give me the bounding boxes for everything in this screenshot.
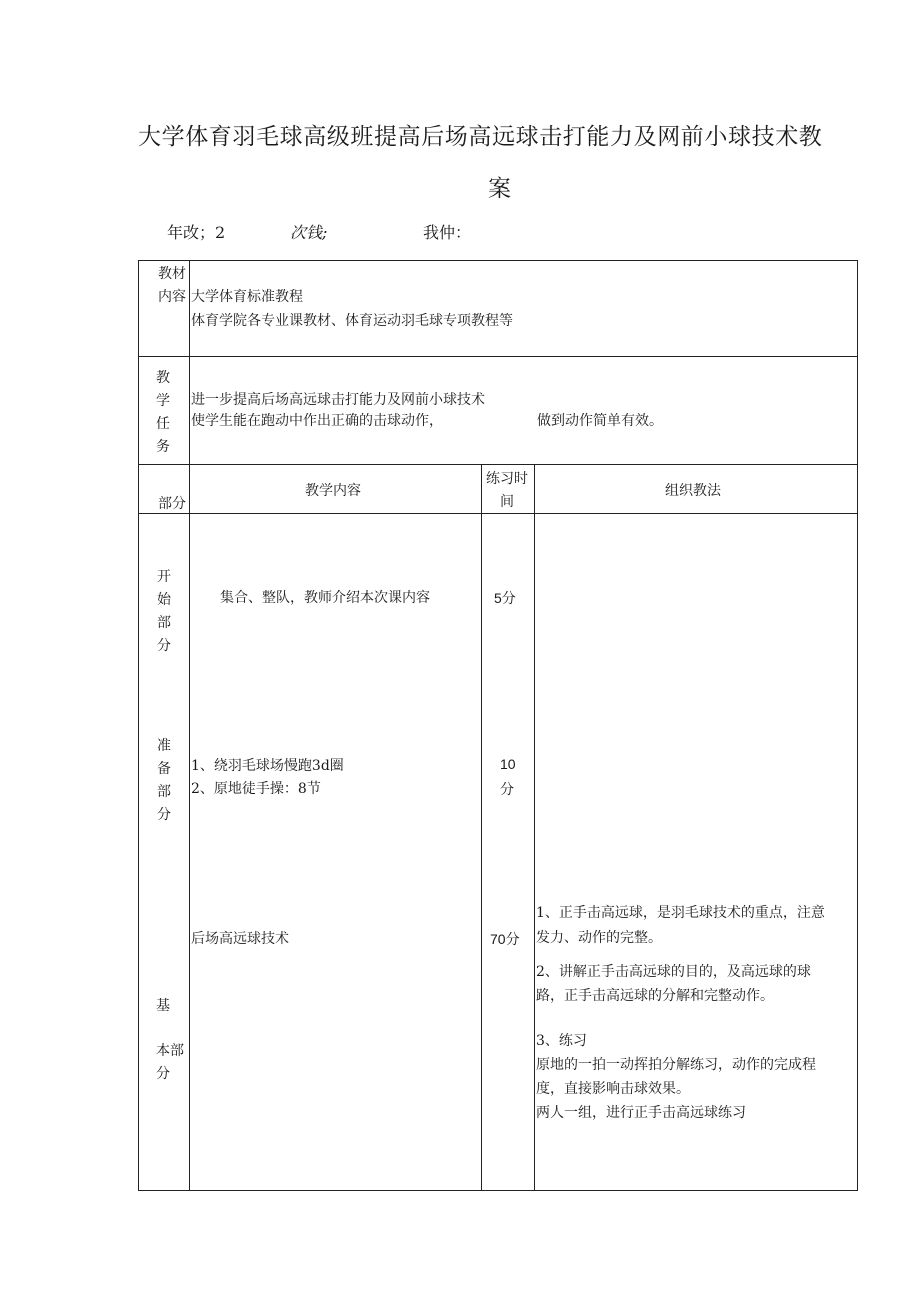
task-label-char: 学	[156, 393, 170, 409]
method-p1-line2: 发力、动作的完整。	[536, 930, 662, 946]
header-time-line1: 练习时	[486, 471, 528, 487]
header-time-line2: 间	[500, 494, 514, 510]
row-divider	[138, 513, 858, 514]
method-p2-line2: 路，正手击高远球的分解和完整动作。	[536, 988, 774, 1004]
table-border-right	[857, 260, 858, 1191]
header-content: 教学内容	[305, 483, 361, 499]
method-p3-line2: 度，直接影响击球效果。	[536, 1081, 690, 1097]
start-label-char: 开	[157, 569, 171, 585]
document-title-line2: 案	[488, 176, 511, 202]
document-title-line1: 大学体育羽毛球高级班提高后场高远球击打能力及网前小球技术教	[138, 124, 823, 150]
prep-time-line2: 分	[500, 782, 514, 798]
row-divider	[138, 356, 858, 357]
column-divider	[481, 464, 482, 1191]
task-label-char: 务	[156, 439, 170, 455]
task-line2b: 做到动作简单有效。	[537, 413, 663, 429]
basic-time: 70分	[490, 931, 520, 947]
start-label-char: 始	[157, 592, 171, 608]
method-p2-line1: 2、讲解正手击高远球的目的，及高远球的球	[536, 964, 811, 980]
task-line2a: 使学生能在跑动中作出正确的击球动作，	[191, 413, 443, 429]
task-label-char: 教	[156, 370, 170, 386]
prep-content-line2: 2、原地徒手操：8节	[191, 781, 321, 797]
grade-field: 年改；2	[167, 223, 226, 242]
basic-label-line2: 本部	[156, 1043, 184, 1059]
prep-label-char: 部	[157, 784, 171, 800]
materials-line2: 体育学院各专业课教材、体育运动羽毛球专项教程等	[191, 313, 513, 329]
method-p3-line3: 两人一组，进行正手击高远球练习	[536, 1105, 746, 1121]
header-part: 部分	[158, 496, 186, 512]
basic-label-line3: 分	[156, 1066, 170, 1082]
task-line1: 进一步提高后场高远球击打能力及网前小球技术	[191, 392, 485, 408]
start-content: 集合、整队，教师介绍本次课内容	[220, 590, 430, 606]
materials-line1: 大学体育标准教程	[191, 289, 303, 305]
start-label-char: 分	[157, 638, 171, 654]
method-p1-line1: 1、正手击高远球，是羽毛球技术的重点，注意	[536, 905, 825, 921]
start-label-char: 部	[157, 615, 171, 631]
prep-label-char: 准	[157, 738, 171, 754]
materials-label-line2: 内容	[158, 289, 186, 305]
method-p3-line1: 原地的一拍一动挥拍分解练习，动作的完成程	[536, 1057, 816, 1073]
method-p3-title: 3、练习	[536, 1033, 587, 1049]
basic-label-line1: 基	[156, 998, 170, 1014]
header-method: 组织教法	[665, 483, 721, 499]
task-label-char: 任	[156, 416, 170, 432]
table-border-top	[138, 260, 858, 261]
prep-time-line1: 10	[500, 756, 516, 772]
session-field: 次钱;	[290, 223, 328, 242]
prep-label-char: 备	[157, 761, 171, 777]
table-border-bottom	[138, 1190, 858, 1191]
start-time: 5分	[494, 590, 516, 606]
teacher-field: 我仲：	[423, 223, 472, 242]
column-divider	[534, 464, 535, 1191]
prep-content-line1: 1、绕羽毛球场慢跑3d圈	[191, 758, 344, 774]
table-border-left	[138, 260, 139, 1191]
materials-label-line1: 教材	[158, 266, 186, 282]
row-divider	[138, 464, 858, 465]
basic-content: 后场高远球技术	[191, 931, 289, 947]
prep-label-char: 分	[157, 807, 171, 823]
column-divider	[189, 260, 190, 1191]
